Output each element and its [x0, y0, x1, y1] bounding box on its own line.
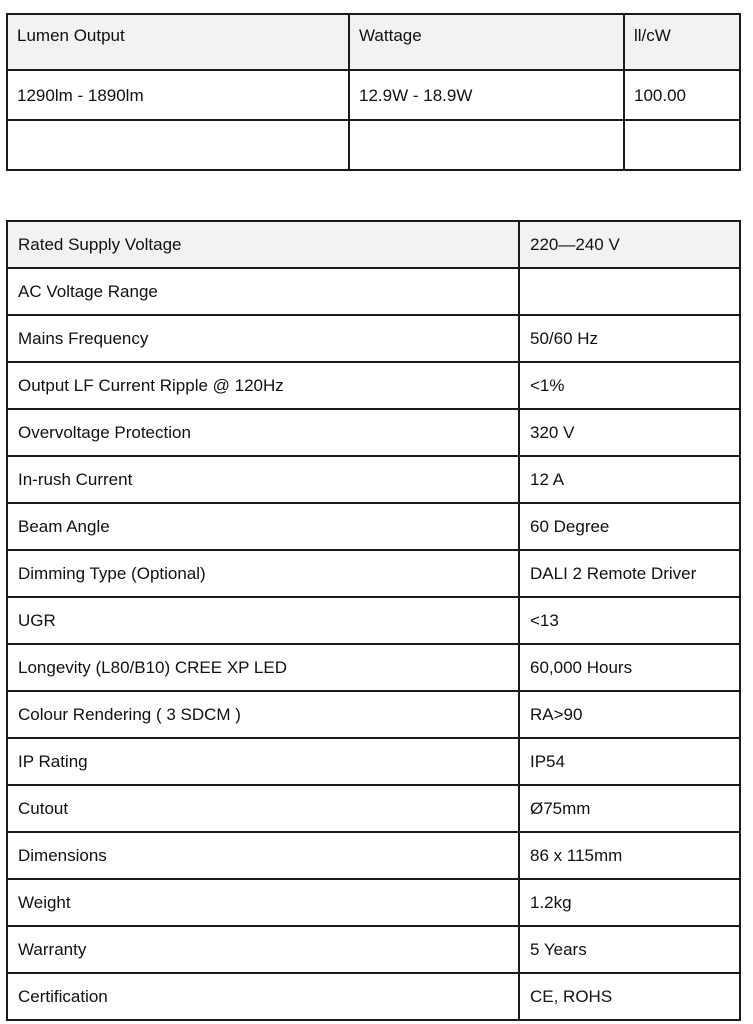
spec-value-longevity-l80-b10-cree-xp-led: 60,000 Hours: [519, 644, 740, 691]
spec-label-dimensions: Dimensions: [7, 832, 519, 879]
table-row: [7, 738, 740, 785]
table-row: [7, 691, 740, 738]
empty-cell: [7, 120, 349, 170]
header-lumen-output: Lumen Output: [7, 14, 349, 70]
spec-value-rated-supply-voltage: 220—240 V: [519, 221, 740, 268]
table-row: [7, 785, 740, 832]
specifications-table: [6, 220, 741, 1021]
spec-value-dimming-type-optional: DALI 2 Remote Driver: [519, 550, 740, 597]
table-row: [7, 503, 740, 550]
spec-value-dimensions: 86 x 115mm: [519, 832, 740, 879]
spec-value-weight: 1.2kg: [519, 879, 740, 926]
spec-label-rated-supply-voltage: Rated Supply Voltage: [7, 221, 519, 268]
spec-label-in-rush-current: In-rush Current: [7, 456, 519, 503]
spec-label-mains-frequency: Mains Frequency: [7, 315, 519, 362]
table-row: [7, 832, 740, 879]
spec-value-cutout: Ø75mm: [519, 785, 740, 832]
empty-cell: [624, 120, 740, 170]
spec-label-output-lf-current-ripple-120hz: Output LF Current Ripple @ 120Hz: [7, 362, 519, 409]
spec-label-weight: Weight: [7, 879, 519, 926]
spec-label-cutout: Cutout: [7, 785, 519, 832]
spec-label-colour-rendering-3-sdcm: Colour Rendering ( 3 SDCM ): [7, 691, 519, 738]
spec-label-ip-rating: IP Rating: [7, 738, 519, 785]
table-row: [7, 120, 740, 170]
spec-value-output-lf-current-ripple-120hz: <1%: [519, 362, 740, 409]
spec-value-warranty: 5 Years: [519, 926, 740, 973]
spec-value-certification: CE, ROHS: [519, 973, 740, 1020]
spec-value-ugr: <13: [519, 597, 740, 644]
spec-label-dimming-type-optional: Dimming Type (Optional): [7, 550, 519, 597]
spec-value-colour-rendering-3-sdcm: RA>90: [519, 691, 740, 738]
spec-value-mains-frequency: 50/60 Hz: [519, 315, 740, 362]
header-efficacy: ll/cW: [624, 14, 740, 70]
spec-label-ugr: UGR: [7, 597, 519, 644]
table-row: [7, 597, 740, 644]
spec-label-overvoltage-protection: Overvoltage Protection: [7, 409, 519, 456]
spec-value-in-rush-current: 12 A: [519, 456, 740, 503]
table-row: [7, 70, 740, 120]
table-row: [7, 644, 740, 691]
table-row: [7, 221, 740, 268]
spec-label-longevity-l80-b10-cree-xp-led: Longevity (L80/B10) CREE XP LED: [7, 644, 519, 691]
spec-label-certification: Certification: [7, 973, 519, 1020]
spec-value-beam-angle: 60 Degree: [519, 503, 740, 550]
spec-label-ac-voltage-range: AC Voltage Range: [7, 268, 519, 315]
table-row: [7, 926, 740, 973]
summary-table: [6, 13, 741, 171]
summary-header-row: [7, 14, 740, 70]
table-row: [7, 268, 740, 315]
spec-value-ip-rating: IP54: [519, 738, 740, 785]
table-row: [7, 973, 740, 1020]
efficacy-value: 100.00: [624, 70, 740, 120]
table-row: [7, 456, 740, 503]
spec-label-warranty: Warranty: [7, 926, 519, 973]
table-row: [7, 550, 740, 597]
table-row: [7, 879, 740, 926]
spec-value-ac-voltage-range: [519, 268, 740, 315]
table-row: [7, 362, 740, 409]
empty-cell: [349, 120, 624, 170]
header-wattage: Wattage: [349, 14, 624, 70]
spec-value-overvoltage-protection: 320 V: [519, 409, 740, 456]
table-row: [7, 409, 740, 456]
lumen-output-value: 1290lm - 1890lm: [7, 70, 349, 120]
wattage-value: 12.9W - 18.9W: [349, 70, 624, 120]
table-row: [7, 315, 740, 362]
spec-label-beam-angle: Beam Angle: [7, 503, 519, 550]
